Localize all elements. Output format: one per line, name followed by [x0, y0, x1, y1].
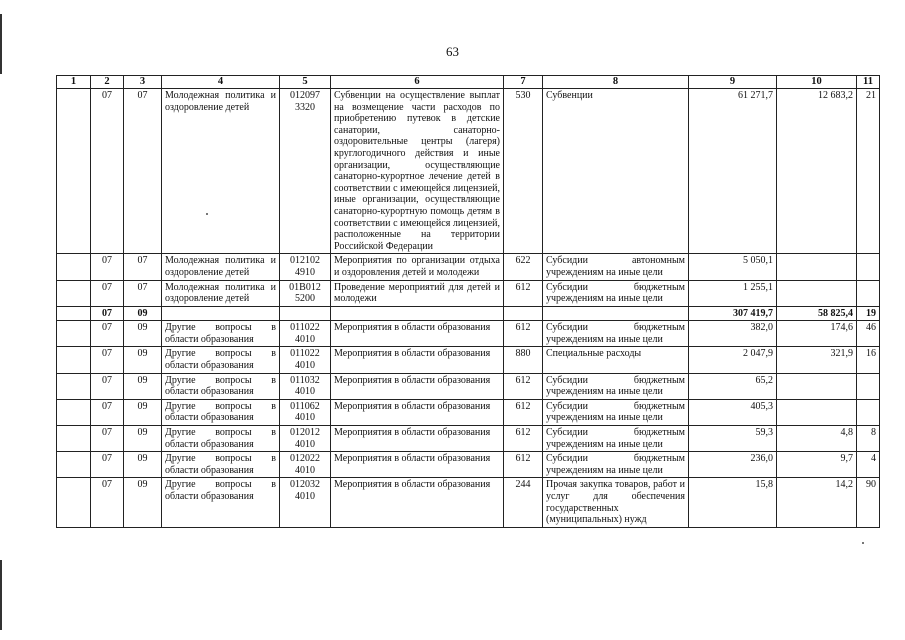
cell-target-article: 012102 4910 [280, 254, 331, 280]
cell-section: 07 [91, 373, 124, 399]
cell-expense-type-name: Специальные расходы [543, 347, 689, 373]
cell-amount-plan: 5 050,1 [689, 254, 777, 280]
cell-col-1 [57, 452, 91, 478]
header-row [57, 76, 880, 89]
cell-target-article: 012032 4010 [280, 478, 331, 527]
cell-expense-type: 612 [504, 321, 543, 347]
header-col-4: 4 [162, 76, 280, 89]
cell-subsection: 09 [124, 347, 162, 373]
cell-amount-actual: 12 683,2 [777, 89, 857, 254]
header-col-2: 2 [91, 76, 124, 89]
cell-section: 07 [91, 89, 124, 254]
page-number: 63 [446, 44, 459, 59]
cell-percent: 90 [857, 478, 880, 527]
cell-col-1 [57, 347, 91, 373]
cell-amount-actual [777, 280, 857, 306]
header-col-5: 5 [280, 76, 331, 89]
header-col-9: 9 [689, 76, 777, 89]
cell-expense-type-name: Субвенции [543, 89, 689, 254]
cell-subsection-name: Другие вопросы в области образования [162, 452, 280, 478]
cell-expense-type: 612 [504, 452, 543, 478]
cell-subsection-name: Молодежная политика и оздоровление детей [162, 280, 280, 306]
cell-subsection-name: Другие вопросы в области образования [162, 399, 280, 425]
scan-speck [862, 542, 864, 544]
cell-subsection-name: Другие вопросы в области образования [162, 426, 280, 452]
cell-expense-type-name: Субсидии бюджетным учреждениям на иные цели [543, 426, 689, 452]
cell-percent: 46 [857, 321, 880, 347]
cell-expense-type: 612 [504, 280, 543, 306]
cell-expense-type: 622 [504, 254, 543, 280]
cell-article-name: Субвенции на осуществление выплат на возмещение части расходов по приобретению путевок в детские санатории, санаторно-оздоровительные центры (лагеря) круглогодичного действия и иные организации, осуществляющие санаторно-курортное лечение детей в соответствии с имеющейся лицензией, иные организации, осуществляющие санаторно-курортную помощь детям в соответствии с имеющейся лицензией, расположенные на территории Российской Федерации [331, 89, 504, 254]
cell-article-name: Мероприятия в области образования [331, 452, 504, 478]
cell-subsection: 07 [124, 89, 162, 254]
cell-percent [857, 280, 880, 306]
header-col-11: 11 [857, 76, 880, 89]
cell-article-name: Мероприятия в области образования [331, 478, 504, 527]
cell-article-name: Проведение мероприятий для детей и молодежи [331, 280, 504, 306]
cell-section: 07 [91, 280, 124, 306]
cell-col-1 [57, 89, 91, 254]
cell-expense-type-name: Субсидии бюджетным учреждениям на иные цели [543, 399, 689, 425]
cell-amount-actual: 4,8 [777, 426, 857, 452]
cell-subsection-name: Молодежная политика и оздоровление детей [162, 254, 280, 280]
cell-subsection-name: Молодежная политика и оздоровление детей [162, 89, 280, 254]
cell-section: 07 [91, 478, 124, 527]
table-row [57, 280, 880, 306]
cell-target-article: 012022 4010 [280, 452, 331, 478]
cell-expense-type: 244 [504, 478, 543, 527]
cell-subsection: 09 [124, 399, 162, 425]
cell-expense-type: 880 [504, 347, 543, 373]
cell-percent: 21 [857, 89, 880, 254]
table-row [57, 306, 880, 321]
cell-amount-plan: 59,3 [689, 426, 777, 452]
cell-col-1 [57, 373, 91, 399]
cell-amount-actual [777, 373, 857, 399]
cell-subsection-name: Другие вопросы в области образования [162, 321, 280, 347]
table-row [57, 399, 880, 425]
cell-percent [857, 399, 880, 425]
cell-amount-plan: 15,8 [689, 478, 777, 527]
cell-amount-plan: 405,3 [689, 399, 777, 425]
cell-expense-type-name: Субсидии бюджетным учреждениям на иные цели [543, 373, 689, 399]
cell-amount-actual: 14,2 [777, 478, 857, 527]
cell-target-article: 012097 3320 [280, 89, 331, 254]
table-row [57, 347, 880, 373]
cell-target-article: 011022 4010 [280, 321, 331, 347]
cell-section: 07 [91, 321, 124, 347]
cell-amount-actual: 321,9 [777, 347, 857, 373]
cell-amount-plan: 236,0 [689, 452, 777, 478]
cell-article-name: Мероприятия по организации отдыха и оздоровления детей и молодежи [331, 254, 504, 280]
header-col-1: 1 [57, 76, 91, 89]
cell-col-1 [57, 306, 91, 321]
cell-article-name: Мероприятия в области образования [331, 373, 504, 399]
cell-amount-plan: 1 255,1 [689, 280, 777, 306]
header-col-6: 6 [331, 76, 504, 89]
budget-table [56, 75, 880, 528]
table-row [57, 321, 880, 347]
cell-article-name: Мероприятия в области образования [331, 426, 504, 452]
cell-expense-type-name: Субсидии бюджетным учреждениям на иные цели [543, 280, 689, 306]
cell-subsection-name: Другие вопросы в области образования [162, 478, 280, 527]
header-col-10: 10 [777, 76, 857, 89]
cell-subsection: 07 [124, 280, 162, 306]
cell-amount-plan: 2 047,9 [689, 347, 777, 373]
cell-expense-type-name: Субсидии автономным учреждениям на иные цели [543, 254, 689, 280]
table-row [57, 373, 880, 399]
cell-section: 07 [91, 306, 124, 321]
cell-section: 07 [91, 426, 124, 452]
cell-subsection: 09 [124, 373, 162, 399]
cell-subsection: 07 [124, 254, 162, 280]
cell-article-name: Мероприятия в области образования [331, 399, 504, 425]
cell-subsection: 09 [124, 426, 162, 452]
cell-amount-plan: 382,0 [689, 321, 777, 347]
cell-amount-actual [777, 399, 857, 425]
cell-percent: 8 [857, 426, 880, 452]
table-row [57, 426, 880, 452]
cell-amount-plan: 61 271,7 [689, 89, 777, 254]
cell-percent: 19 [857, 306, 880, 321]
cell-section: 07 [91, 452, 124, 478]
cell-target-article [280, 306, 331, 321]
cell-amount-actual: 58 825,4 [777, 306, 857, 321]
cell-target-article: 012012 4010 [280, 426, 331, 452]
cell-article-name: Мероприятия в области образования [331, 347, 504, 373]
cell-subsection-name [162, 306, 280, 321]
cell-target-article: 011062 4010 [280, 399, 331, 425]
cell-expense-type-name [543, 306, 689, 321]
cell-col-1 [57, 254, 91, 280]
cell-target-article: 011032 4010 [280, 373, 331, 399]
cell-subsection: 09 [124, 478, 162, 527]
cell-percent: 16 [857, 347, 880, 373]
cell-subsection-name: Другие вопросы в области образования [162, 347, 280, 373]
cell-col-1 [57, 280, 91, 306]
cell-percent: 4 [857, 452, 880, 478]
table-row [57, 478, 880, 527]
cell-target-article: 011022 4010 [280, 347, 331, 373]
cell-section: 07 [91, 399, 124, 425]
cell-percent [857, 373, 880, 399]
cell-expense-type: 612 [504, 399, 543, 425]
cell-expense-type [504, 306, 543, 321]
cell-percent [857, 254, 880, 280]
cell-article-name: Мероприятия в области образования [331, 321, 504, 347]
table-row [57, 452, 880, 478]
cell-col-1 [57, 399, 91, 425]
cell-expense-type: 530 [504, 89, 543, 254]
cell-section: 07 [91, 347, 124, 373]
cell-target-article: 01В012 5200 [280, 280, 331, 306]
header-col-8: 8 [543, 76, 689, 89]
cell-amount-actual: 174,6 [777, 321, 857, 347]
page-edge-mark-bottom [0, 560, 2, 630]
cell-amount-plan: 307 419,7 [689, 306, 777, 321]
cell-amount-actual: 9,7 [777, 452, 857, 478]
header-col-7: 7 [504, 76, 543, 89]
cell-section: 07 [91, 254, 124, 280]
cell-expense-type-name: Субсидии бюджетным учреждениям на иные цели [543, 452, 689, 478]
cell-subsection: 09 [124, 452, 162, 478]
cell-amount-plan: 65,2 [689, 373, 777, 399]
cell-col-1 [57, 321, 91, 347]
cell-subsection-name: Другие вопросы в области образования [162, 373, 280, 399]
cell-expense-type: 612 [504, 373, 543, 399]
cell-expense-type-name: Субсидии бюджетным учреждениям на иные цели [543, 321, 689, 347]
cell-col-1 [57, 426, 91, 452]
cell-col-1 [57, 478, 91, 527]
table-row [57, 254, 880, 280]
cell-article-name [331, 306, 504, 321]
cell-expense-type-name: Прочая закупка товаров, работ и услуг для обеспечения государственных (муниципальных) нужд [543, 478, 689, 527]
cell-expense-type: 612 [504, 426, 543, 452]
cell-amount-actual [777, 254, 857, 280]
table-row [57, 89, 880, 254]
cell-subsection: 09 [124, 321, 162, 347]
cell-subsection: 09 [124, 306, 162, 321]
header-col-3: 3 [124, 76, 162, 89]
